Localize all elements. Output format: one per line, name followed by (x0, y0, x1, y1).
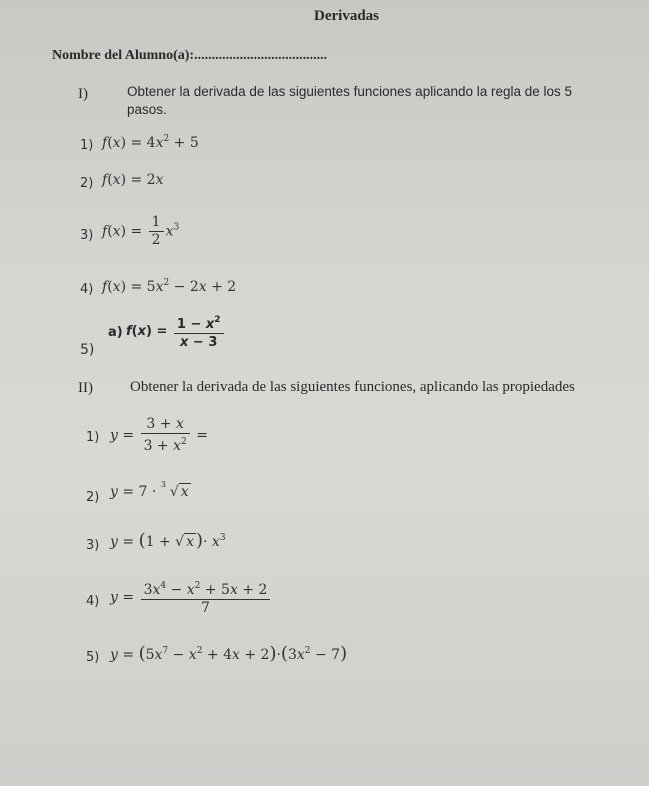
section-1-item-label: 5) (80, 342, 95, 358)
section-2-item-label: 2) (86, 490, 100, 505)
student-name-line (52, 48, 327, 64)
section-2-equation-5: $y = (5x^7 - x^2 + 4x + 2)\cdot(3x^2 - 7)$ (110, 643, 348, 664)
section-2-item-label: 5) (86, 650, 100, 665)
section-1-item-label: 2) (80, 176, 94, 191)
section-1-item-label: 3) (80, 228, 94, 243)
section-1-equation-4: $f(x) = 5x^2 - 2x + 2$ (102, 278, 237, 295)
section-1-equation-2: f(x) = 2x (102, 172, 164, 188)
section-1-number: I) (78, 86, 88, 102)
section-2-equation-2: y = 7 · 3 √ x (110, 480, 189, 500)
student-name-label: Nombre del Alumno(a): (52, 48, 195, 63)
section-2-item-label: 1) (86, 430, 100, 445)
section-2-instruction: Obtener la derivada de las siguientes funciones, aplicando las propiedades (130, 379, 575, 395)
section-2-number: II) (78, 380, 93, 396)
section-1-item-label: 4) (80, 282, 94, 297)
section-1-instruction-line1: Obtener la derivada de las siguientes funciones aplicando la regla de los 5 (127, 84, 573, 99)
section-1-equation-1: $f(x) = 4x^2 + 5$ (102, 134, 199, 151)
section-1-item-label: 1) (80, 138, 94, 153)
section-1-instruction-line2: pasos. (127, 102, 167, 117)
page-title: Derivadas (314, 8, 379, 24)
section-2-equation-1: y = $\frac{3 + x}{3 + x^2}$ = (110, 416, 208, 454)
section-1-equation-5: f(x) = $\frac{1 - x^2}{x - 3}$ (126, 312, 226, 351)
student-name-blank: ...................................... (194, 48, 328, 63)
section-1-equation-3: f(x) = $\frac{1}{2}$ $x^3$ (102, 214, 180, 248)
section-2-item-label: 4) (86, 594, 100, 609)
section-2-equation-4: y = $\frac{3x^4 - x^2 + 5x + 2}{7}$ (110, 578, 272, 617)
section-2-equation-3: y = (1 + √ x )· $x^3$ (110, 530, 226, 551)
section-2-item-label: 3) (86, 538, 100, 553)
section-1-sub-label: a) (108, 325, 123, 340)
